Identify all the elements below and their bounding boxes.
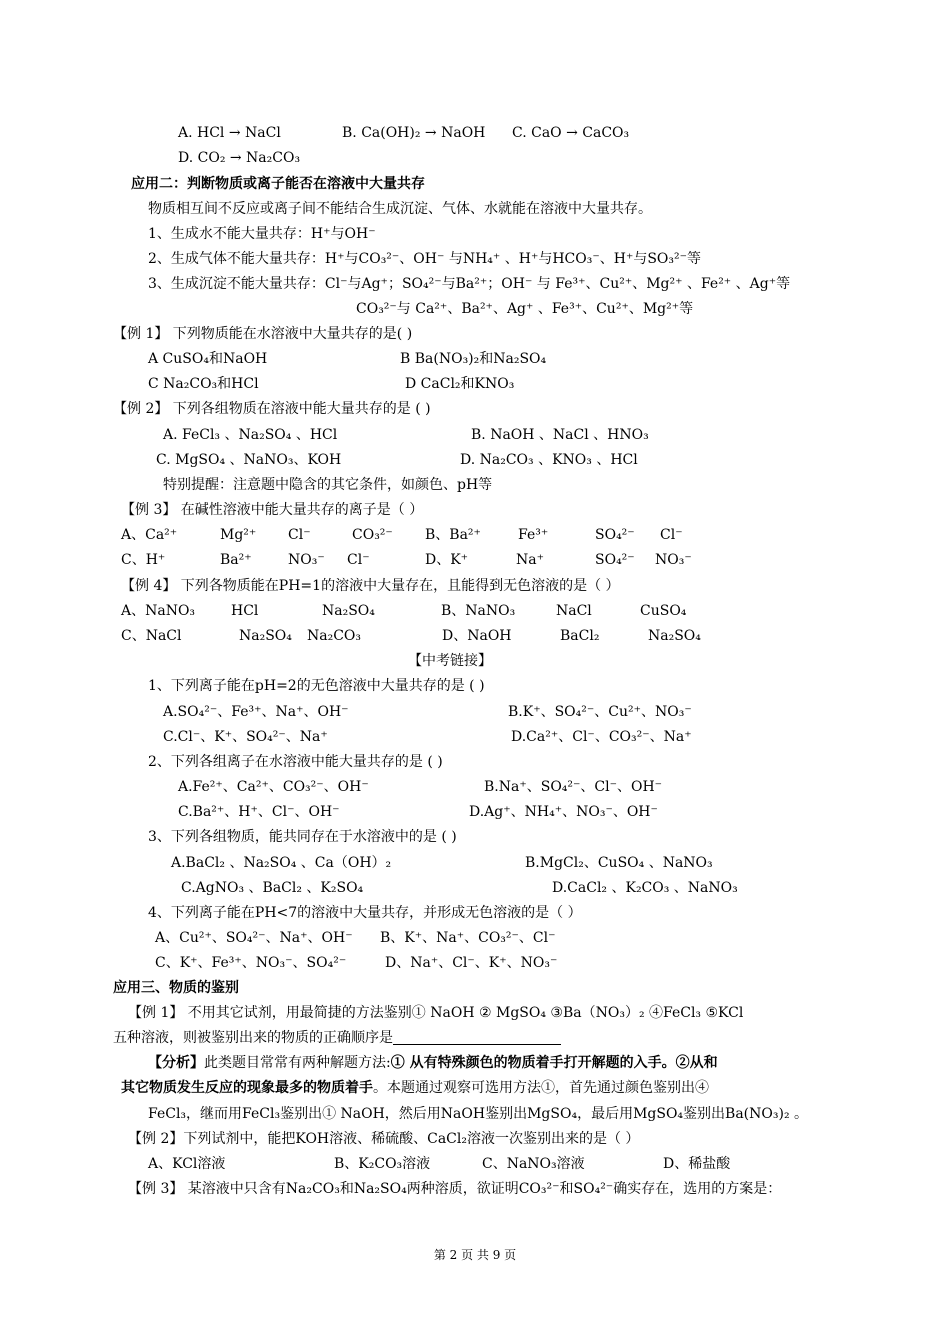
- ion: SO₄²⁻: [595, 552, 635, 568]
- analysis-text: 此类题目常常有两种解题方法:: [204, 1055, 391, 1071]
- option-d: D. CO₂ → Na₂CO₃: [178, 150, 301, 166]
- option-a: A.SO₄²⁻、Fe³⁺、Na⁺、OH⁻: [163, 704, 349, 720]
- option-c: C、NaCl: [121, 628, 182, 644]
- analysis-emphasis: 其它物质发生反应的现象最多的物质着手: [121, 1080, 373, 1096]
- option-d: D、稀盐酸: [663, 1156, 731, 1172]
- option-d: D.Ca²⁺、Cl⁻、CO₃²⁻、Na⁺: [511, 729, 692, 745]
- option-d: D、K⁺: [425, 552, 469, 568]
- option-c: C. CaO → CaCO₃: [512, 125, 630, 141]
- option-d: D.CaCl₂ 、K₂CO₃ 、NaNO₃: [552, 880, 738, 896]
- option-a: A. HCl → NaCl: [178, 125, 281, 141]
- substance: Na₂CO₃: [307, 628, 362, 644]
- option-a: A、NaNO₃: [121, 603, 196, 619]
- option-d: D CaCl₂和KNO₃: [405, 376, 515, 392]
- option-d: D、NaOH: [442, 628, 512, 644]
- ion: NO₃⁻: [655, 552, 692, 568]
- option-b: B.Na⁺、SO₄²⁻、Cl⁻、OH⁻: [484, 779, 663, 795]
- ion: Cl⁻: [347, 552, 370, 568]
- option-d: D、Na⁺、Cl⁻、K⁺、NO₃⁻: [385, 955, 558, 971]
- substance: Na₂SO₄: [239, 628, 292, 644]
- option-d: D.Ag⁺、NH₄⁺、NO₃⁻、OH⁻: [469, 804, 658, 820]
- analysis-label: 【分析】: [148, 1055, 204, 1071]
- option-a: A. FeCl₃ 、Na₂SO₄ 、HCl: [163, 427, 338, 443]
- option-b: B.MgCl₂、CuSO₄ 、NaNO₃: [525, 855, 713, 871]
- option-c: C、NaNO₃溶液: [482, 1156, 585, 1172]
- option-b: B、NaNO₃: [441, 603, 516, 619]
- substance: Na₂SO₄: [322, 603, 375, 619]
- option-a: A CuSO₄和NaOH: [148, 351, 268, 367]
- option-b: B、Ba²⁺: [425, 527, 481, 543]
- question-text: 五种溶液，则被鉴别出来的物质的正确顺序是: [113, 1030, 393, 1046]
- option-b: B、K₂CO₃溶液: [334, 1156, 431, 1172]
- option-c: C.Cl⁻、K⁺、SO₄²⁻、Na⁺: [163, 729, 328, 745]
- option-a: A、Cu²⁺、SO₄²⁻、Na⁺、OH⁻: [155, 930, 353, 946]
- ion: Fe³⁺: [518, 527, 549, 543]
- option-b: B.K⁺、SO₄²⁻、Cu²⁺、NO₃⁻: [508, 704, 692, 720]
- ion: CO₃²⁻: [352, 527, 393, 543]
- option-c: C、H⁺: [121, 552, 166, 568]
- ion: NO₃⁻: [288, 552, 325, 568]
- ion: Cl⁻: [288, 527, 311, 543]
- option-a: A、Ca²⁺: [121, 527, 178, 543]
- page-footer: 第 2 页 共 9 页: [433, 1248, 517, 1262]
- substance: CuSO₄: [640, 603, 687, 619]
- analysis-emphasis: ① 从有特殊颜色的物质着手打开解题的入手。②从和: [390, 1055, 718, 1071]
- option-a: A、KCl溶液: [148, 1156, 226, 1172]
- ion: Ba²⁺: [220, 552, 252, 568]
- ion: Na⁺: [516, 552, 544, 568]
- option-b: B. Ca(OH)₂ → NaOH: [342, 125, 486, 141]
- ion: Cl⁻: [660, 527, 683, 543]
- substance: Na₂SO₄: [648, 628, 701, 644]
- option-a: A.Fe²⁺、Ca²⁺、CO₃²⁻、OH⁻: [178, 779, 369, 795]
- option-c: C. MgSO₄ 、NaNO₃、KOH: [156, 452, 342, 468]
- substance: HCl: [231, 603, 259, 619]
- option-b: B. NaOH 、NaCl 、HNO₃: [471, 427, 649, 443]
- ion: Mg²⁺: [220, 527, 257, 543]
- option-a: A.BaCl₂ 、Na₂SO₄ 、Ca（OH）₂: [171, 855, 392, 871]
- option-c: C、K⁺、Fe³⁺、NO₃⁻、SO₄²⁻: [155, 955, 347, 971]
- ion: SO₄²⁻: [595, 527, 635, 543]
- option-b: B、K⁺、Na⁺、CO₃²⁻、Cl⁻: [380, 930, 556, 946]
- option-d: D. Na₂CO₃ 、KNO₃ 、HCl: [460, 452, 638, 468]
- option-c: C.Ba²⁺、H⁺、Cl⁻、OH⁻: [178, 804, 340, 820]
- option-c: C Na₂CO₃和HCl: [148, 376, 259, 392]
- option-c: C.AgNO₃ 、BaCl₂ 、K₂SO₄: [181, 880, 364, 896]
- substance: NaCl: [556, 603, 592, 619]
- answer-blank: [393, 1030, 561, 1045]
- option-b: B Ba(NO₃)₂和Na₂SO₄: [400, 351, 547, 367]
- analysis-text: 。本题通过观察可选用方法①，首先通过颜色鉴别出④: [373, 1080, 709, 1096]
- substance: BaCl₂: [560, 628, 600, 644]
